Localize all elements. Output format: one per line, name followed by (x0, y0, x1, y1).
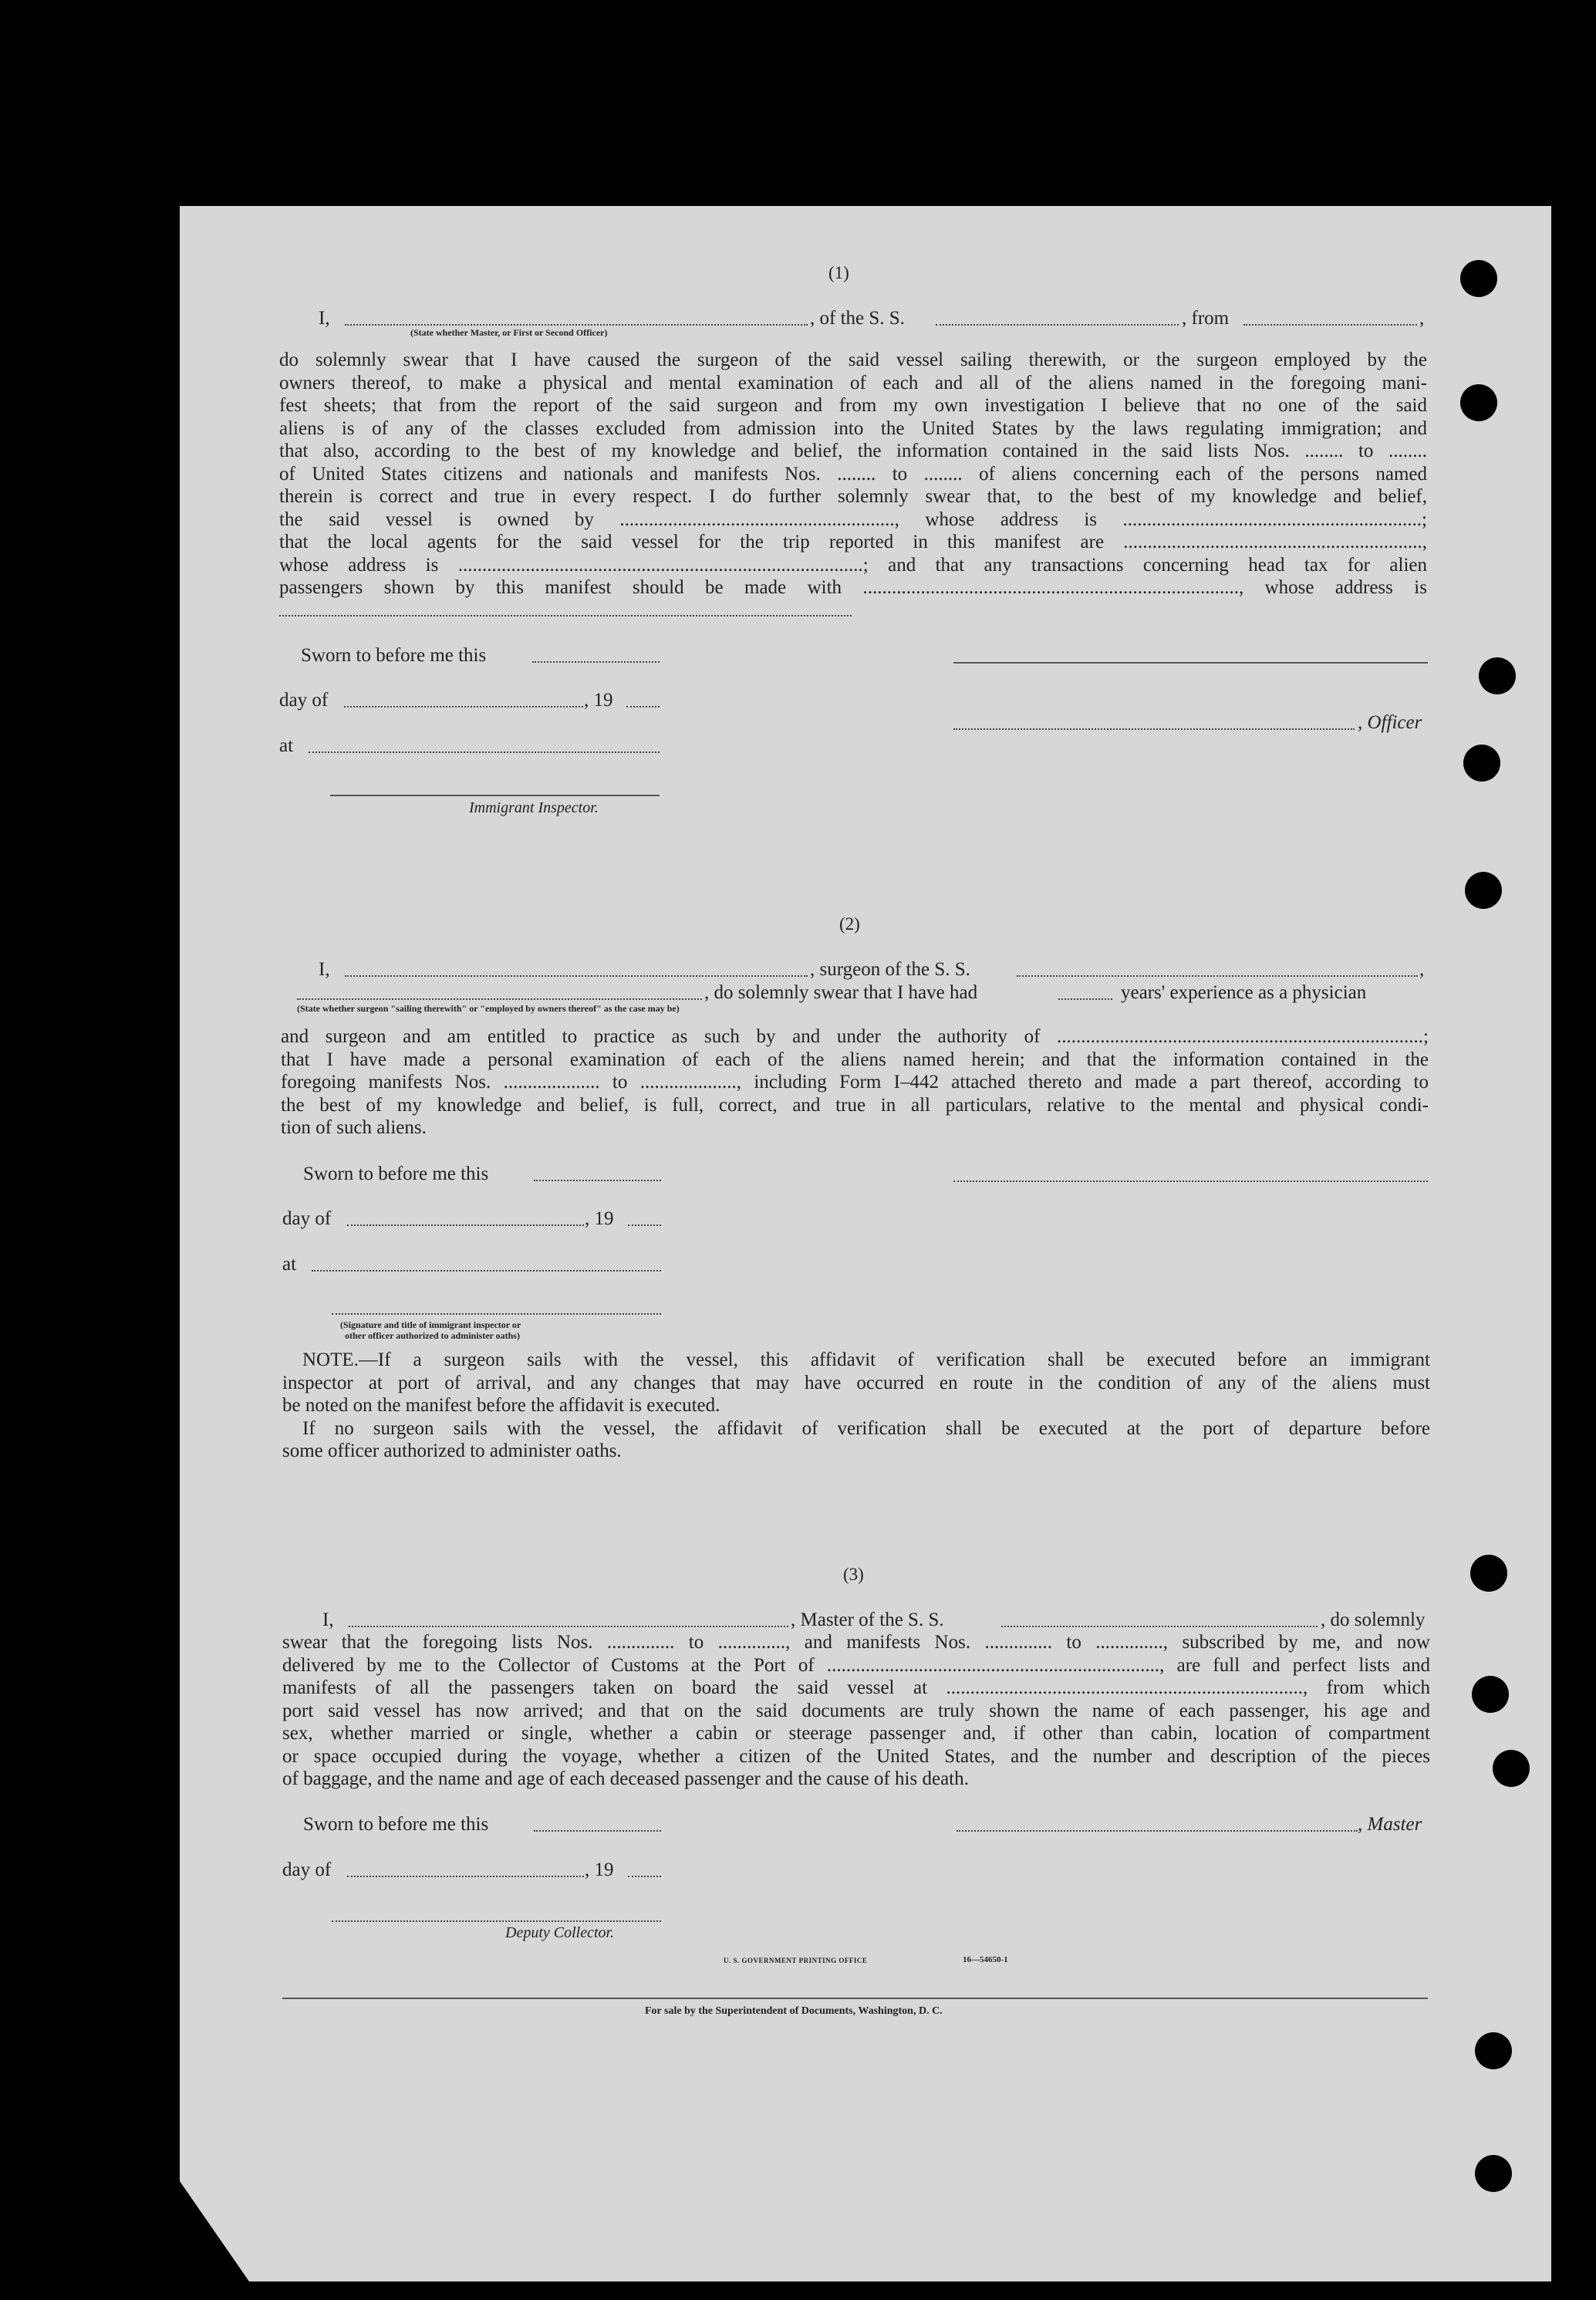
section-2-i: I, (319, 959, 330, 980)
at-label: at (279, 735, 294, 756)
section-2-oath: and surgeon and am entitled to practice as such by and under the authority of ............................................................................; that I have made a personal examination of each of the aliens named herein; and that the information contained in the foregoing manifests Nos. .................... to ...................., including Form I–442 attached thereto and made a part thereof, according to the best of my knowledge and belief, is full, correct, and true in all particulars, relative to the mental and physical condi- tion of such aliens. (281, 1026, 1429, 1138)
surgeon-name-field[interactable] (345, 975, 808, 977)
section-2-heading: (2) (839, 914, 860, 934)
payee-address-field[interactable] (279, 615, 852, 616)
day-of-label: day of (279, 690, 329, 711)
footer-rule (282, 1998, 1428, 1999)
surgeon-comma: , (1419, 959, 1425, 980)
year-field[interactable] (628, 1876, 661, 1877)
section-1-oath: do solemnly swear that I have caused the surgeon of the said vessel sailing therewith, or the surgeon employed by the owners thereof, to make a physical and mental examination of each and all of the aliens named in the foregoing mani- fest sheets; that from the report of the said surgeon and from my own investigation I believe that no one of the said aliens is of any of the classes excluded from admission into the United States by the laws regulating immigration; and that also, according to the best of my knowledge and belief, the information contained in the said lists Nos. ........ to ........ of United States citizens and nationals and manifests Nos. ........ to ........ of aliens concerning each of the persons named therein is correct and true in every respect. I do further solemnly swear that, to the best of my knowledge and belief, the said vessel is owned by ........................................................., whose address is ..............................................................; that the local agents for the said vessel for the trip reported in this manifest are .............................................................., whose address is ....................................................................................; and that any transactions concerning head tax for alien passengers shown by this manifest should be made with .............................................................................., whose address is (279, 350, 1427, 598)
surgeon-status-field[interactable] (297, 998, 702, 1000)
from-comma: , (1419, 308, 1425, 329)
officer-label: , Officer (1358, 712, 1422, 733)
master-ss-label: , Master of the S. S. (791, 1609, 944, 1630)
printing-office: U. S. GOVERNMENT PRINTING OFFICE (724, 1957, 868, 1964)
vessel-label: , of the S. S. (810, 308, 905, 329)
years-label: years' experience as a physician (1121, 982, 1367, 1003)
years-field[interactable] (1058, 998, 1112, 1000)
signature-note: (Signature and title of immigrant inspector or (340, 1319, 521, 1330)
inspector-signature-line[interactable] (332, 1313, 661, 1315)
punch-hole (1465, 872, 1502, 909)
day-field[interactable] (347, 1876, 584, 1877)
punch-hole (1479, 657, 1516, 694)
master-signature-line[interactable] (957, 1830, 1358, 1832)
vessel-name-field[interactable] (936, 324, 1179, 326)
punch-hole (1463, 745, 1500, 782)
sworn-label: Sworn to before me this (301, 645, 487, 666)
master-name-field[interactable] (349, 1626, 788, 1627)
at-label: at (282, 1254, 297, 1275)
punch-hole (1460, 384, 1497, 421)
surgeon-vessel-field[interactable] (1017, 975, 1418, 977)
day-of-label: day of (282, 1208, 332, 1229)
officer-rank-note: (State whether Master, or First or Second Officer) (410, 327, 608, 338)
place-field[interactable] (312, 1270, 661, 1272)
inspector-label: Immigrant Inspector. (469, 799, 599, 816)
from-port-field[interactable] (1243, 324, 1417, 326)
collector-signature-line[interactable] (332, 1920, 661, 1922)
section-1-i: I, (319, 308, 330, 329)
punch-hole (1470, 1555, 1507, 1592)
place-field[interactable] (309, 751, 660, 753)
master-name-field[interactable] (345, 324, 808, 326)
sworn-label: Sworn to before me this (303, 1164, 489, 1184)
inspector-signature-line[interactable] (330, 795, 660, 796)
officer-field[interactable] (953, 728, 1355, 730)
sworn-label: Sworn to before me this (303, 1814, 489, 1835)
collector-label: Deputy Collector. (505, 1924, 615, 1941)
day-field[interactable] (344, 706, 583, 708)
sworn-date-field[interactable] (532, 661, 660, 663)
surgeon-note: NOTE.—If a surgeon sails with the vessel, this affidavit of verification shall be executed before an immigrant inspector at port of arrival, and any changes that may have occurred en route in the condition of any of the aliens must be noted on the manifest before the affidavit is executed. If no surgeon sails with the vessel, the affidavit of verification shall be executed at the port of departure before some officer authorized to administer oaths. (282, 1349, 1430, 1461)
form-number: 16—54650-1 (963, 1955, 1008, 1964)
year-label: , 19 (585, 1859, 614, 1880)
section-3-heading: (3) (843, 1565, 864, 1584)
surgeon-status-note: (State whether surgeon "sailing therewith" or "employed by owners thereof" as the case may be) (297, 1003, 680, 1014)
punch-hole (1493, 1750, 1530, 1787)
day-of-label: day of (282, 1859, 332, 1880)
punch-hole (1472, 1676, 1509, 1713)
year-label: , 19 (585, 1208, 614, 1229)
day-field[interactable] (347, 1224, 584, 1226)
master-label: , Master (1358, 1814, 1422, 1835)
punch-hole (1475, 2032, 1512, 2069)
year-field[interactable] (626, 706, 660, 708)
punch-hole (1460, 260, 1497, 297)
master-vessel-field[interactable] (1001, 1626, 1318, 1627)
sale-notice: For sale by the Superintendent of Documents, Washington, D. C. (645, 2005, 943, 2017)
year-label: , 19 (584, 690, 613, 711)
sworn-date-field[interactable] (534, 1180, 661, 1181)
surgeon-signature-line[interactable] (953, 1180, 1428, 1182)
section-1-heading: (1) (828, 263, 849, 282)
from-label: , from (1182, 308, 1230, 329)
officer-signature-line[interactable] (953, 662, 1428, 664)
swear-label: , do solemnly swear that I have had (704, 982, 978, 1003)
sworn-date-field[interactable] (534, 1830, 661, 1832)
surgeon-ss-label: , surgeon of the S. S. (810, 959, 970, 980)
section-3-oath: swear that the foregoing lists Nos. .............. to .............., and manifests Nos. .............. to .............., subscribed by me, and now delivered by me to the Collector of Customs at the Port of ....................................................................., are full and perfect lists and manifests of all the passengers taken on board the said vessel at .........................................................................., from which port said vessel has now arrived; and that on the said documents are truly shown the name of each passenger, his age and sex, whether married or single, whether a cabin or steerage passenger and, if other than cabin, location of compartment or space occupied during the voyage, whether a citizen of the United States, and the number and description of the pieces of baggage, and the name and age of each deceased passenger and the cause of his death. (282, 1632, 1430, 1789)
signature-note: other officer authorized to administer oaths) (345, 1330, 520, 1341)
punch-hole (1475, 2155, 1512, 2192)
section-3-i: I, (322, 1609, 334, 1630)
year-field[interactable] (628, 1224, 661, 1226)
solemnly-label: , do solemnly (1321, 1609, 1426, 1630)
